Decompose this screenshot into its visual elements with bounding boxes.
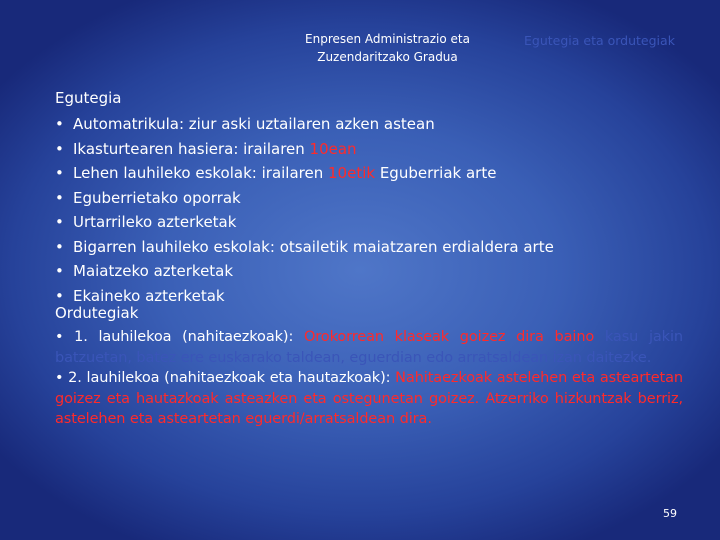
highlighted-date: 10ean bbox=[309, 139, 357, 158]
semester-2-detail: astelehen eta asteartetan goizez eta hautazkoak asteazken eta ostegunetan goizez. Atzerriko hizkuntzak berriz, astelehen eta asteartetan eguerdi/arratsaldean dira. bbox=[55, 370, 683, 428]
schedule-title: Ordutegiak bbox=[55, 304, 139, 322]
slide-title: Egutegia eta ordutegiak bbox=[524, 33, 675, 48]
calendar-item: • Eguberrietako oporrak bbox=[55, 186, 685, 211]
bullet-icon: • bbox=[55, 139, 64, 158]
calendar-list bbox=[55, 112, 685, 308]
calendar-item: • Ekaineko azterketak bbox=[55, 284, 685, 309]
slide-subtitle bbox=[300, 30, 475, 66]
highlighted-date: 10etik bbox=[328, 164, 376, 182]
calendar-item: • Maiatzeko azterketak bbox=[55, 259, 685, 284]
calendar-item: • Lehen lauhileko eskolak: irailaren 10etik Eguberriak arte bbox=[55, 161, 685, 186]
degree-name-line-1: Enpresen Administrazio eta bbox=[305, 32, 470, 46]
calendar-title: Egutegia bbox=[55, 89, 122, 107]
degree-name-line-2: Zuzendaritzako Gradua bbox=[317, 50, 458, 64]
bullet-icon: • bbox=[55, 213, 64, 231]
semester-1-highlight: Orokorrean klaseak goizez dira baino bbox=[303, 329, 595, 345]
schedule-paragraph bbox=[55, 327, 683, 430]
semester-1-label: • 1. lauhilekoa (nahitaezkoak): bbox=[55, 329, 304, 345]
bullet-icon: • bbox=[55, 262, 64, 280]
bullet-icon: • bbox=[55, 164, 64, 182]
calendar-item: • Bigarren lauhileko eskolak: otsailetik maiatzaren erdialdera arte bbox=[55, 235, 685, 260]
bullet-icon: • bbox=[55, 188, 64, 207]
calendar-item: • Urtarrileko azterketak bbox=[55, 210, 685, 235]
schedule-section bbox=[55, 303, 683, 430]
bullet-icon: • bbox=[55, 115, 64, 133]
semester-2-label: • 2. lauhilekoa (nahitaezkoak eta hautazkoak): bbox=[55, 370, 396, 387]
bullet-icon: • bbox=[55, 286, 64, 305]
calendar-section bbox=[55, 88, 685, 308]
semester-1-detail: kasu jakin batzuetan, batez ere euskarako taldean, eguerdian edo arratsaldean izan daitezke. bbox=[55, 329, 684, 366]
semester-2-highlight: Nahitaezkoak bbox=[395, 370, 493, 387]
bullet-icon: • bbox=[55, 237, 64, 256]
page-number: 59 bbox=[663, 507, 677, 520]
calendar-item: • Automatrikula: ziur aski uztailaren azken astean bbox=[55, 112, 685, 137]
calendar-item: • Ikasturtearen hasiera: irailaren 10ean bbox=[55, 137, 685, 162]
